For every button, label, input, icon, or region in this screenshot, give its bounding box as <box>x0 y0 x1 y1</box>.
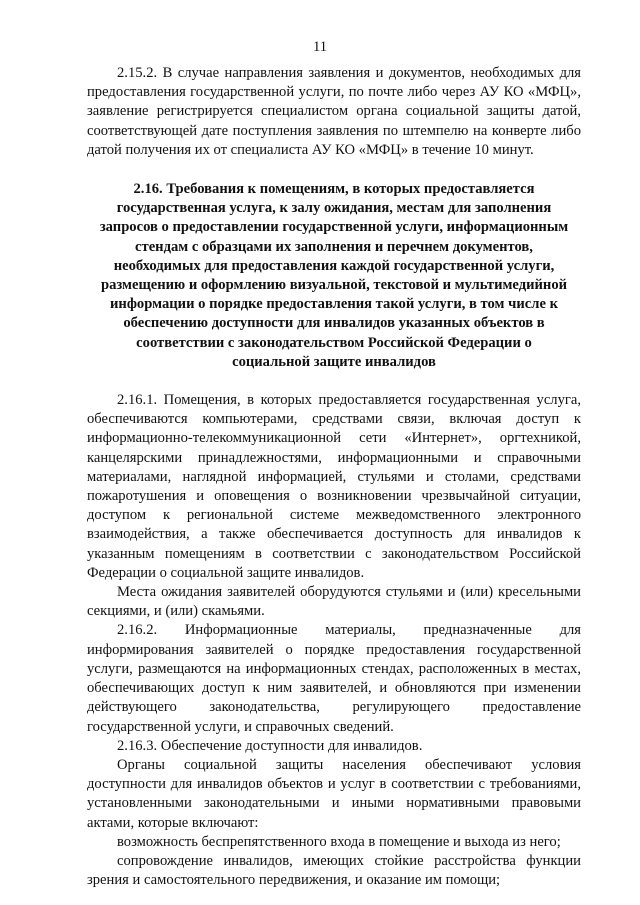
heading-line: 2.16. Требования к помещениям, в которых предоставляется <box>133 181 535 198</box>
heading-line: размещению и оформлению визуальной, текстовой и мультимедийной <box>100 277 568 294</box>
heading-line: информации о порядке предоставления такой услуги, в том числе к <box>110 296 558 313</box>
heading-line: запросов о предоставлении государственной услуги, информационным <box>99 219 569 236</box>
paragraph-2-16-2: 2.16.2. Информационные материалы, предназначенные для информирования заявителей о порядке предоставления государственной услуги, размещаются на информационных стендах, расположенных в местах, обеспечивающих доступ к ним заявителей, и обновляются при изменении действующего законодательства, регулирующего предоставление государственной услуги, и справочных сведений. <box>87 622 581 735</box>
heading-line: необходимых для предоставления каждой государственной услуги, <box>113 257 555 274</box>
document-body <box>87 64 581 890</box>
paragraph-escort-assistance: сопровождение инвалидов, имеющих стойкие расстройства функции зрения и самостоятельного передвижения, и оказание им помощи; <box>87 852 581 889</box>
page-number: 11 <box>312 39 328 55</box>
heading-line: социальной защите инвалидов <box>232 353 436 370</box>
paragraph-2-16-3: 2.16.3. Обеспечение доступности для инвалидов. <box>117 737 423 754</box>
section-heading-2-16 <box>87 180 581 372</box>
heading-line: государственная услуга, к залу ожидания, местам для заполнения <box>116 200 552 217</box>
paragraph-accessibility-conditions: Органы социальной защиты населения обеспечивают условия доступности для инвалидов объектов и услуг в соответствии с требованиями, установленными законодательными и иными нормативными правовыми актами, которые включают: <box>87 756 581 831</box>
paragraph-2-16-1: 2.16.1. Помещения, в которых предоставляется государственная услуга, обеспечиваются компьютерами, средствами связи, включая доступ к информационно-телекоммуникационной сети «Интернет», оргтехникой, канцелярскими принадлежностями, информационными и справочными материалами, наглядной информацией, стульями и столами, средствами пожаротушения и оповещения о возникновении чрезвычайной ситуации, доступом к региональной системе межведомственного электронного взаимодействия, а также обеспечивается доступность для инвалидов к указанным помещениям в соответствии с законодательством Российской Федерации о социальной защите инвалидов. <box>87 392 581 581</box>
heading-line: стендам с образцами их заполнения и перечнем документов, <box>135 238 533 255</box>
heading-line: обеспечению доступности для инвалидов указанных объектов в <box>123 315 545 332</box>
paragraph-waiting-areas: Места ожидания заявителей оборудуются стульями и (или) кресельными секциями, и (или) скамьями. <box>87 584 581 620</box>
paragraph-entrance-access: возможность беспрепятственного входа в помещение и выхода из него; <box>117 833 561 850</box>
paragraph-2-15-2: 2.15.2. В случае направления заявления и документов, необходимых для предоставления государственной услуги, по почте либо через АУ КО «МФЦ», заявление регистрируется специалистом органа социальной защиты датой, соответствующей дате поступления заявления по штемпелю на конверте либо датой получения их от специалиста АУ КО «МФЦ» в течение 10 минут. <box>87 65 581 158</box>
heading-line: соответствии с законодательством Российской Федерации о <box>136 334 532 351</box>
